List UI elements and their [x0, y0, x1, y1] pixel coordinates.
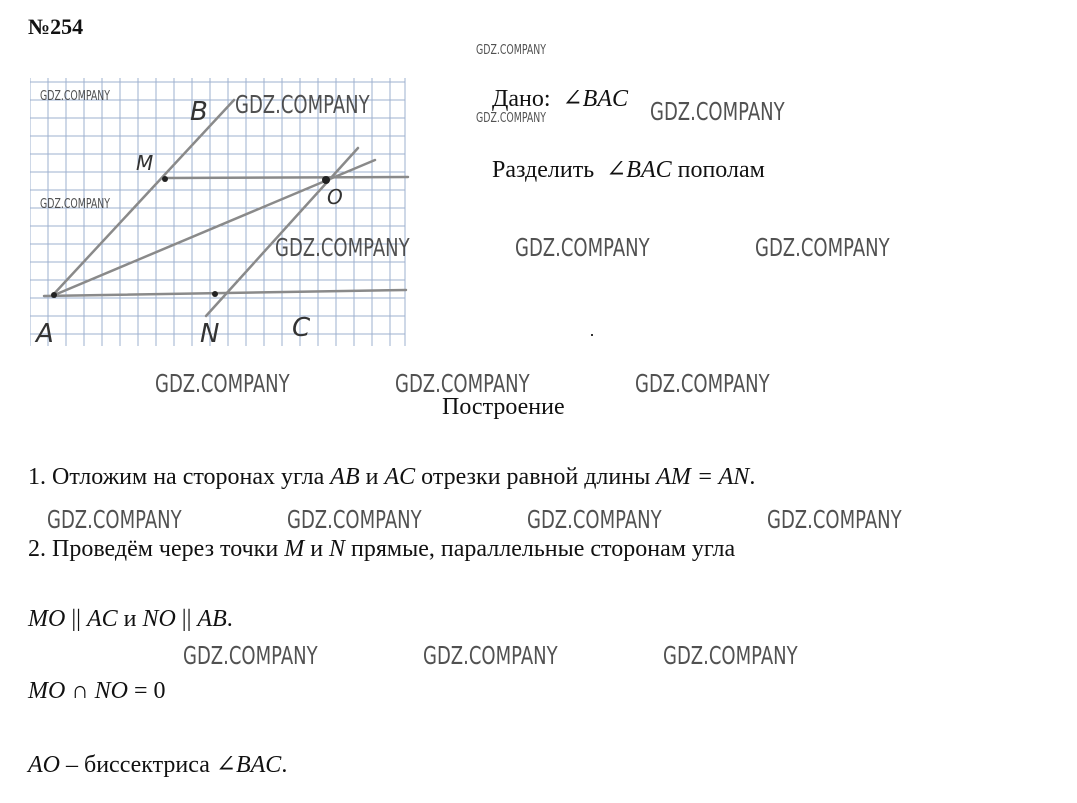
watermark: GDZ.COMPANY	[155, 369, 290, 398]
intersection-rest: = 0	[128, 678, 166, 704]
step-1	[28, 464, 755, 491]
point-o	[322, 176, 330, 184]
watermark: GDZ.COMPANY	[476, 111, 546, 126]
point-a	[51, 292, 57, 298]
step2-m: M	[284, 536, 305, 562]
label-o: O	[327, 185, 343, 209]
conclusion-angle: BAC	[235, 752, 282, 778]
parallel-no: NO	[142, 606, 176, 632]
step1-ab: AB	[330, 464, 360, 490]
intersection-line	[28, 678, 166, 705]
watermark: GDZ.COMPANY	[395, 369, 530, 398]
step-2	[28, 536, 735, 563]
watermark: GDZ.COMPANY	[275, 233, 410, 262]
parallel-ac: AC	[86, 606, 118, 632]
parallel-line	[28, 606, 233, 633]
conclusion-end: .	[281, 752, 288, 778]
watermark: GDZ.COMPANY	[663, 641, 798, 670]
step2-text2: прямые, параллельные сторонам угла	[345, 536, 736, 562]
parallel-mo: MO	[28, 606, 66, 632]
label-m: M	[136, 151, 154, 175]
angle-icon: ∠	[600, 157, 627, 183]
step2-and: и	[304, 536, 330, 562]
watermark: GDZ.COMPANY	[287, 505, 422, 534]
step1-equation: AM = AN	[656, 464, 750, 490]
watermark: GDZ.COMPANY	[755, 233, 890, 262]
watermark: GDZ.COMPANY	[476, 43, 546, 58]
intersection-mo: MO	[28, 678, 66, 704]
task-line	[492, 155, 765, 184]
step2-text: 2. Проведём через точки	[28, 536, 285, 562]
conclusion-text: – биссектриса	[60, 752, 216, 778]
watermark: GDZ.COMPANY	[47, 505, 182, 534]
step1-and: и	[359, 464, 385, 490]
watermark: GDZ.COMPANY	[650, 97, 785, 126]
angle-icon: ∠	[556, 86, 583, 112]
conclusion-line	[28, 750, 287, 779]
given-line	[492, 84, 628, 113]
watermark: GDZ.COMPANY	[40, 89, 110, 104]
parallel-and: и	[117, 606, 143, 632]
parallel-sep1: ||	[65, 606, 87, 632]
watermark: GDZ.COMPANY	[423, 641, 558, 670]
angle-icon: ∠	[215, 752, 236, 778]
watermark: GDZ.COMPANY	[767, 505, 902, 534]
given-label: Дано:	[492, 86, 551, 112]
intersection-icon: ∩	[71, 678, 89, 704]
watermark: GDZ.COMPANY	[183, 641, 318, 670]
parallel-ab: AB	[197, 606, 227, 632]
label-n: N	[200, 319, 220, 349]
task-angle: BAC	[626, 157, 672, 183]
point-n	[212, 291, 218, 297]
stray-dot	[591, 334, 593, 336]
step1-ac: AC	[384, 464, 416, 490]
parallel-sep2: ||	[175, 606, 198, 632]
task-label: Разделить	[492, 157, 595, 183]
parallel-end: .	[226, 606, 233, 632]
conclusion-ao: AO	[28, 752, 60, 778]
step1-text: 1. Отложим на сторонах угла	[28, 464, 331, 490]
intersection-no: NO	[94, 678, 129, 704]
label-b: B	[190, 97, 208, 127]
line-mo	[164, 177, 408, 178]
watermark: GDZ.COMPANY	[235, 90, 370, 119]
construction-figure	[30, 78, 415, 353]
watermark: GDZ.COMPANY	[515, 233, 650, 262]
problem-number: №254	[28, 14, 84, 39]
step2-n: N	[329, 536, 346, 562]
watermark: GDZ.COMPANY	[635, 369, 770, 398]
point-m	[162, 176, 168, 182]
section-title: Построение	[442, 394, 565, 420]
step1-text2: отрезки равной длины	[415, 464, 657, 490]
label-c: C	[292, 313, 311, 343]
task-suffix: пополам	[677, 157, 765, 183]
watermark: GDZ.COMPANY	[527, 505, 662, 534]
label-a: A	[36, 319, 54, 349]
given-angle: BAC	[582, 86, 628, 112]
step1-end: .	[749, 464, 756, 490]
watermark: GDZ.COMPANY	[40, 197, 110, 212]
